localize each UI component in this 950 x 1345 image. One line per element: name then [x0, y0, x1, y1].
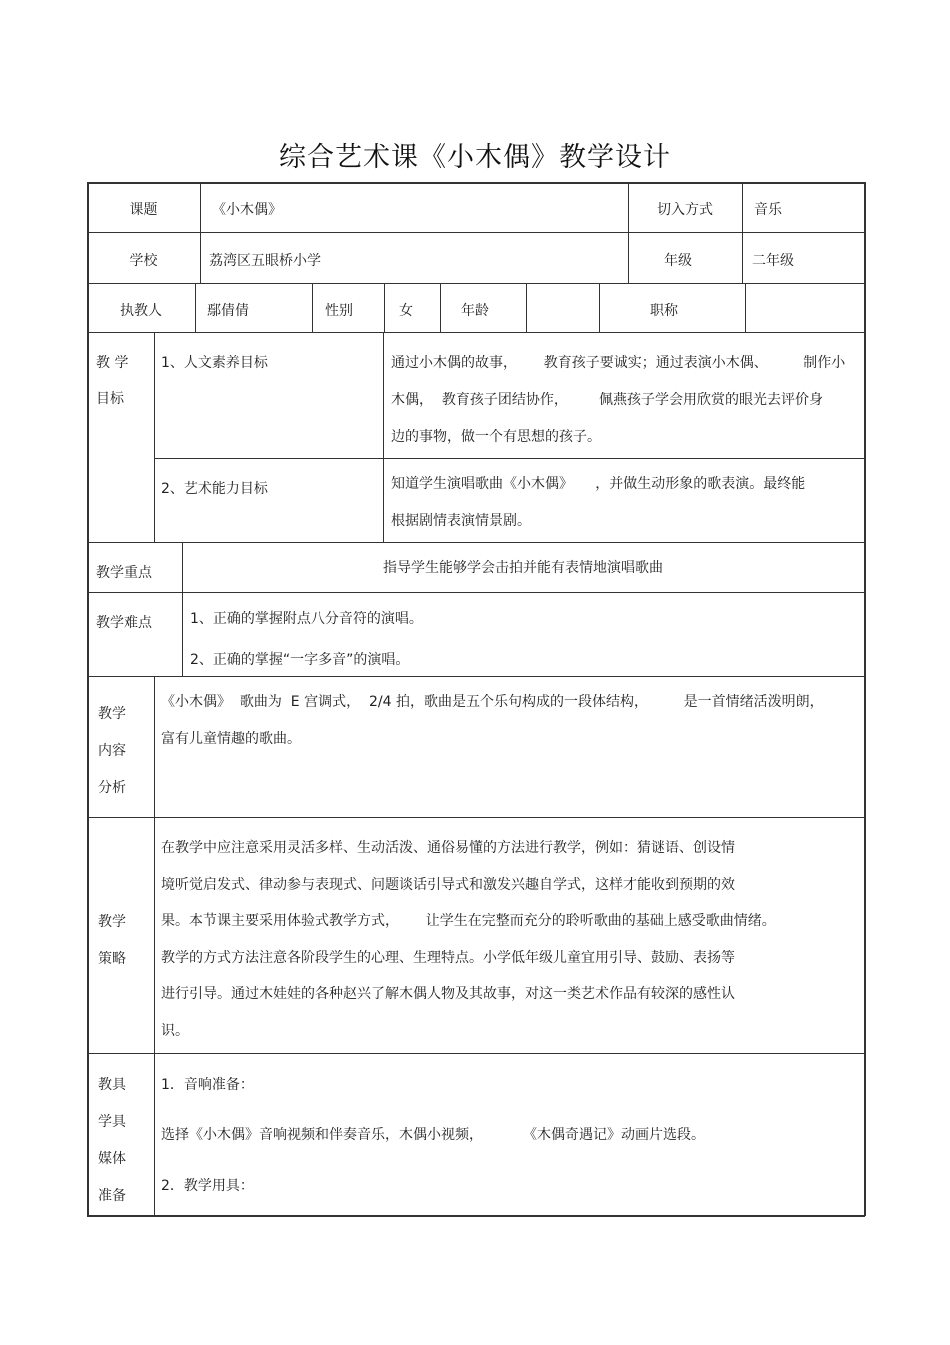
analysis-label-line: 教学 [98, 706, 126, 722]
difficulty-item: 1、正确的掌握附点八分音符的演唱。 [190, 611, 423, 627]
text-line: 果。本节课主要采用体验式教学方式， 让学生在完整而充分的聆听歌曲的基础上感受歌曲情绪。 [161, 913, 776, 929]
text-line: 知道学生演唱歌曲《小木偶》 ，并做生动形象的歌表演。最终能 [391, 476, 806, 492]
materials-label-line: 教具 [98, 1077, 126, 1093]
strategy-text [161, 830, 861, 1049]
text-line: 在教学中应注意采用灵活多样、生动活泼、通俗易懂的方法进行教学，例如：猜谜语、创设情 [161, 840, 735, 856]
analysis-text [161, 684, 861, 758]
label-age: 年龄 [461, 303, 489, 319]
text-line: 富有儿童情趣的歌曲。 [161, 731, 301, 747]
label-professional-title: 职称 [650, 303, 678, 319]
art-goal-label: 2、艺术能力目标 [161, 481, 268, 497]
grade-value: 二年级 [752, 253, 794, 269]
humanities-goal-text [391, 345, 861, 456]
label-school: 学校 [129, 253, 158, 269]
topic-value: 《小木偶》 [212, 202, 282, 218]
text-line: 根据剧情表演情景剧。 [391, 513, 531, 529]
focus-text: 指导学生能够学会击拍并能有表情地演唱歌曲 [383, 560, 663, 576]
text-line: 进行引导。通过木娃娃的各种赵兴了解木偶人物及其故事，对这一类艺术作品有较深的感性认 [161, 986, 735, 1002]
label-entry: 切入方式 [657, 202, 713, 218]
goals-label [96, 355, 152, 407]
goals-label-line: 教 学 [96, 355, 129, 371]
label-gender: 性别 [325, 303, 353, 319]
strategy-label [98, 904, 148, 978]
teacher-value: 鄢倩倩 [207, 303, 249, 319]
difficulty-item: 2、正确的掌握“一字多音”的演唱。 [190, 652, 410, 668]
text-line: 识。 [161, 1022, 189, 1039]
gender-value: 女 [399, 303, 413, 319]
strategy-label-line: 教学 [98, 914, 126, 930]
analysis-label-line: 内容 [98, 743, 126, 759]
humanities-goal-label: 1、人文素养目标 [161, 355, 268, 371]
focus-label: 教学重点 [96, 565, 152, 581]
school-value: 荔湾区五眼桥小学 [209, 253, 321, 269]
label-teacher: 执教人 [120, 303, 162, 319]
materials-item-tools: 2．教学用具： [161, 1178, 254, 1194]
materials-label-line: 媒体 [98, 1151, 126, 1167]
label-grade: 年级 [664, 253, 692, 269]
difficulty-label: 教学难点 [96, 615, 152, 631]
strategy-label-line: 策略 [98, 951, 126, 967]
goals-label-line: 目标 [96, 391, 124, 407]
materials-label [98, 1067, 148, 1215]
analysis-label [98, 696, 148, 807]
text-line: 境听觉启发式、律动参与表现式、问题谈话引导式和激发兴趣自学式，这样才能收到预期的效 [161, 876, 735, 893]
materials-label-line: 学具 [98, 1114, 126, 1130]
text-line: 木偶， 教育孩子团结协作， 佩燕孩子学会用欣赏的眼光去评价身 [391, 392, 824, 408]
text-line: 教学的方式方法注意各阶段学生的心理、生理特点。小学低年级儿童宜用引导、鼓励、表扬等 [161, 949, 735, 966]
text-line: 《小木偶》 歌曲为 E 宫调式， 2/4 拍，歌曲是五个乐句构成的一段体结构， 是一首情绪活泼明朗， [161, 694, 824, 710]
entry-value: 音乐 [754, 202, 782, 218]
analysis-label-line: 分析 [98, 780, 126, 796]
page-title: 综合艺术课《小木偶》教学设计 [279, 142, 671, 173]
text-line: 通过小木偶的故事， 教育孩子要诚实；通过表演小木偶、 制作小 [391, 355, 846, 371]
label-topic: 课题 [129, 202, 158, 218]
materials-label-line: 准备 [98, 1188, 126, 1204]
materials-item-audio: 1．音响准备： [161, 1077, 254, 1093]
art-goal-text [391, 466, 861, 540]
text-line: 边的事物，做一个有思想的孩子。 [391, 429, 601, 445]
materials-item-audio-detail: 选择《小木偶》音响视频和伴奏音乐，木偶小视频， 《木偶奇遇记》动画片选段。 [161, 1127, 706, 1143]
